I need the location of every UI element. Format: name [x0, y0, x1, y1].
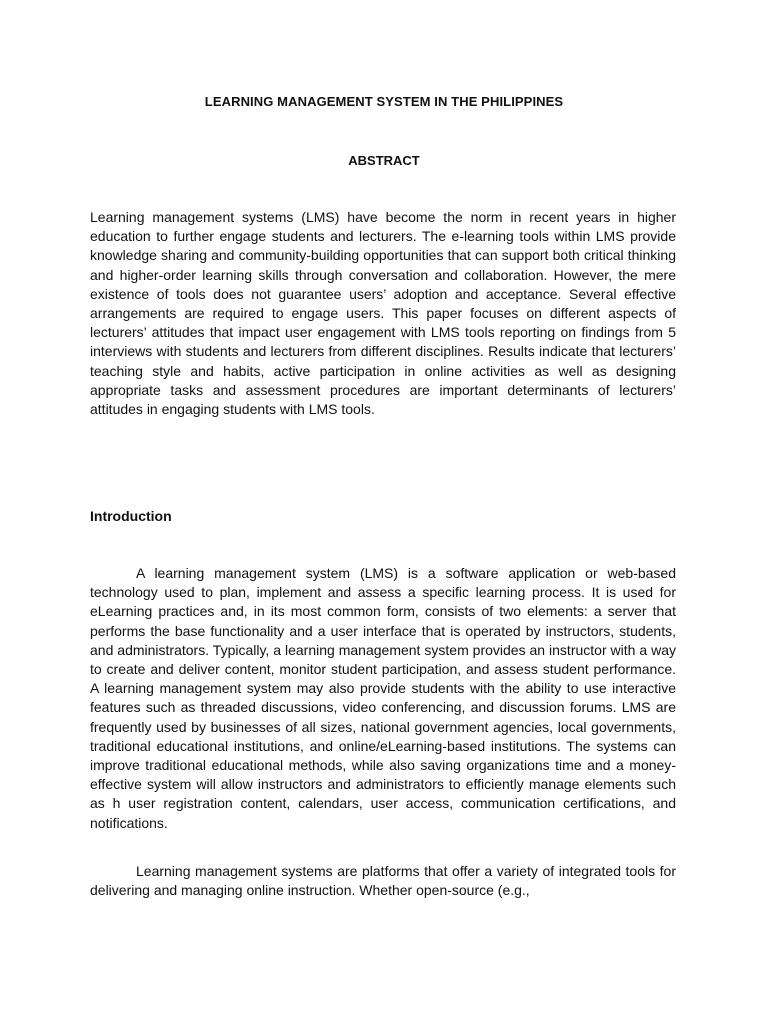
- body-paragraph: Learning management systems are platforms that offer a variety of integrated tools for delivering and managing online instruction. Whether open-source (e.g.,: [90, 863, 676, 899]
- abstract-heading: ABSTRACT: [348, 153, 420, 168]
- body-paragraph: A learning management system (LMS) is a software application or web-based technology used to plan, implement and assess a specific learning process. It is used for eLearning practices and, in its most common form, consists of two elements: a server that performs the base functionality and a user interface that is operated by instructors, students, and administrators. Typically, a learning management system provides an instructor with a way to create and deliver content, monitor student participation, and assess student performance. A learning management system may also provide students with the ability to use interactive features such as threaded discussions, video conferencing, and discussion forums. LMS are frequently used by businesses of all sizes, national government agencies, local governments, traditional educational institutions, and online/eLearning-based institutions. The systems can improve traditional educational methods, while also saving organizations time and a money-effective system will allow instructors and administrators to efficiently manage elements such as h user registration content, calendars, user access, communication certifications, and notifications.: [90, 565, 676, 831]
- section-heading-introduction: Introduction: [90, 508, 172, 524]
- abstract-text: Learning management systems (LMS) have become the norm in recent years in higher education to further engage students and lecturers. The e-learning tools within LMS provide knowledge sharing and community-building opportunities that can support both critical thinking and higher-order learning skills through conversation and collaboration. However, the mere existence of tools does not guarantee users’ adoption and acceptance. Several effective arrangements are required to engage users. This paper focuses on different aspects of lecturers’ attitudes that impact user engagement with LMS tools reporting on findings from 5 interviews with students and lecturers from different disciplines. Results indicate that lecturers’ teaching style and habits, active participation in online activities as well as designing appropriate tasks and assessment procedures are important determinants of lecturers’ attitudes in engaging students with LMS tools.: [90, 209, 676, 418]
- document-title: LEARNING MANAGEMENT SYSTEM IN THE PHILIPPINES: [204, 94, 564, 109]
